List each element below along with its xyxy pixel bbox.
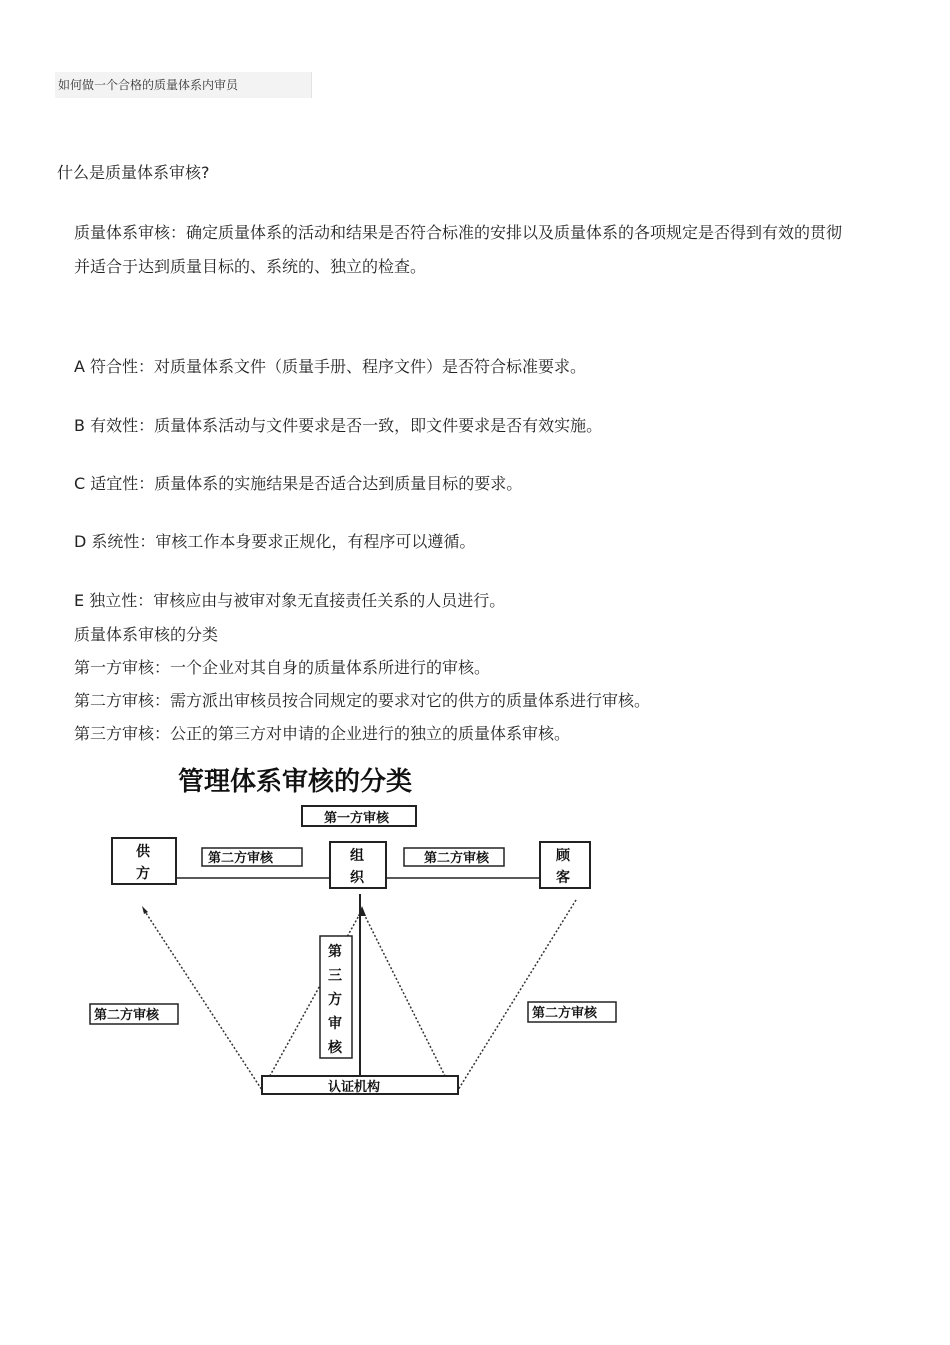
second-party-label-far-right: 第二方审核 [532, 1006, 598, 1021]
supplier-label-2: 方 [136, 866, 150, 882]
property-systematic: D 系统性：审核工作本身要求正规化，有程序可以遵循。 [74, 532, 476, 551]
customer-label-2: 客 [556, 870, 570, 886]
classification-third-party: 第三方审核：公正的第三方对申请的企业进行的独立的质量体系审核。 [74, 724, 571, 743]
second-party-label-far-left: 第二方审核 [94, 1008, 160, 1023]
property-independence: E 独立性：审核应由与被审对象无直接责任关系的人员进行。 [74, 591, 506, 610]
third-party-char-1: 第 [328, 944, 342, 960]
third-party-char-5: 核 [328, 1040, 342, 1056]
diagram-title: 管理体系审核的分类 [178, 767, 413, 797]
first-party-label: 第一方审核 [324, 811, 390, 826]
organization-label-1: 组 [350, 848, 364, 864]
classification-second-party: 第二方审核：需方派出审核员按合同规定的要求对它的供方的质量体系进行审核。 [74, 691, 651, 710]
classification-heading: 质量体系审核的分类 [74, 625, 219, 644]
definition-paragraph: 质量体系审核：确定质量体系的活动和结果是否符合标准的安排以及质量体系的各项规定是否得到有效的贯彻并适合于达到质量目标的、系统的、独立的检查。 [74, 223, 843, 276]
second-party-label-right: 第二方审核 [424, 851, 490, 866]
supplier-label-1: 供 [136, 844, 150, 860]
document-header-title: 如何做一个合格的质量体系内审员 [55, 72, 312, 98]
section-question: 什么是质量体系审核? [57, 163, 210, 182]
third-party-char-3: 方 [328, 992, 342, 1008]
property-conformity: A 符合性：对质量体系文件（质量手册、程序文件）是否符合标准要求。 [74, 357, 587, 376]
property-suitability: C 适宜性：质量体系的实施结果是否适合达到质量目标的要求。 [74, 474, 523, 493]
second-party-label-left: 第二方审核 [208, 851, 274, 866]
organization-label-2: 织 [350, 870, 364, 886]
classification-first-party: 第一方审核：一个企业对其自身的质量体系所进行的审核。 [74, 658, 491, 677]
third-party-char-2: 三 [328, 968, 342, 984]
third-party-char-4: 审 [328, 1016, 342, 1032]
cert-body-label: 认证机构 [328, 1080, 381, 1095]
customer-label-1: 顾 [556, 848, 570, 864]
audit-classification-diagram [88, 760, 648, 1105]
property-effectiveness: B 有效性：质量体系活动与文件要求是否一致，即文件要求是否有效实施。 [74, 416, 603, 435]
